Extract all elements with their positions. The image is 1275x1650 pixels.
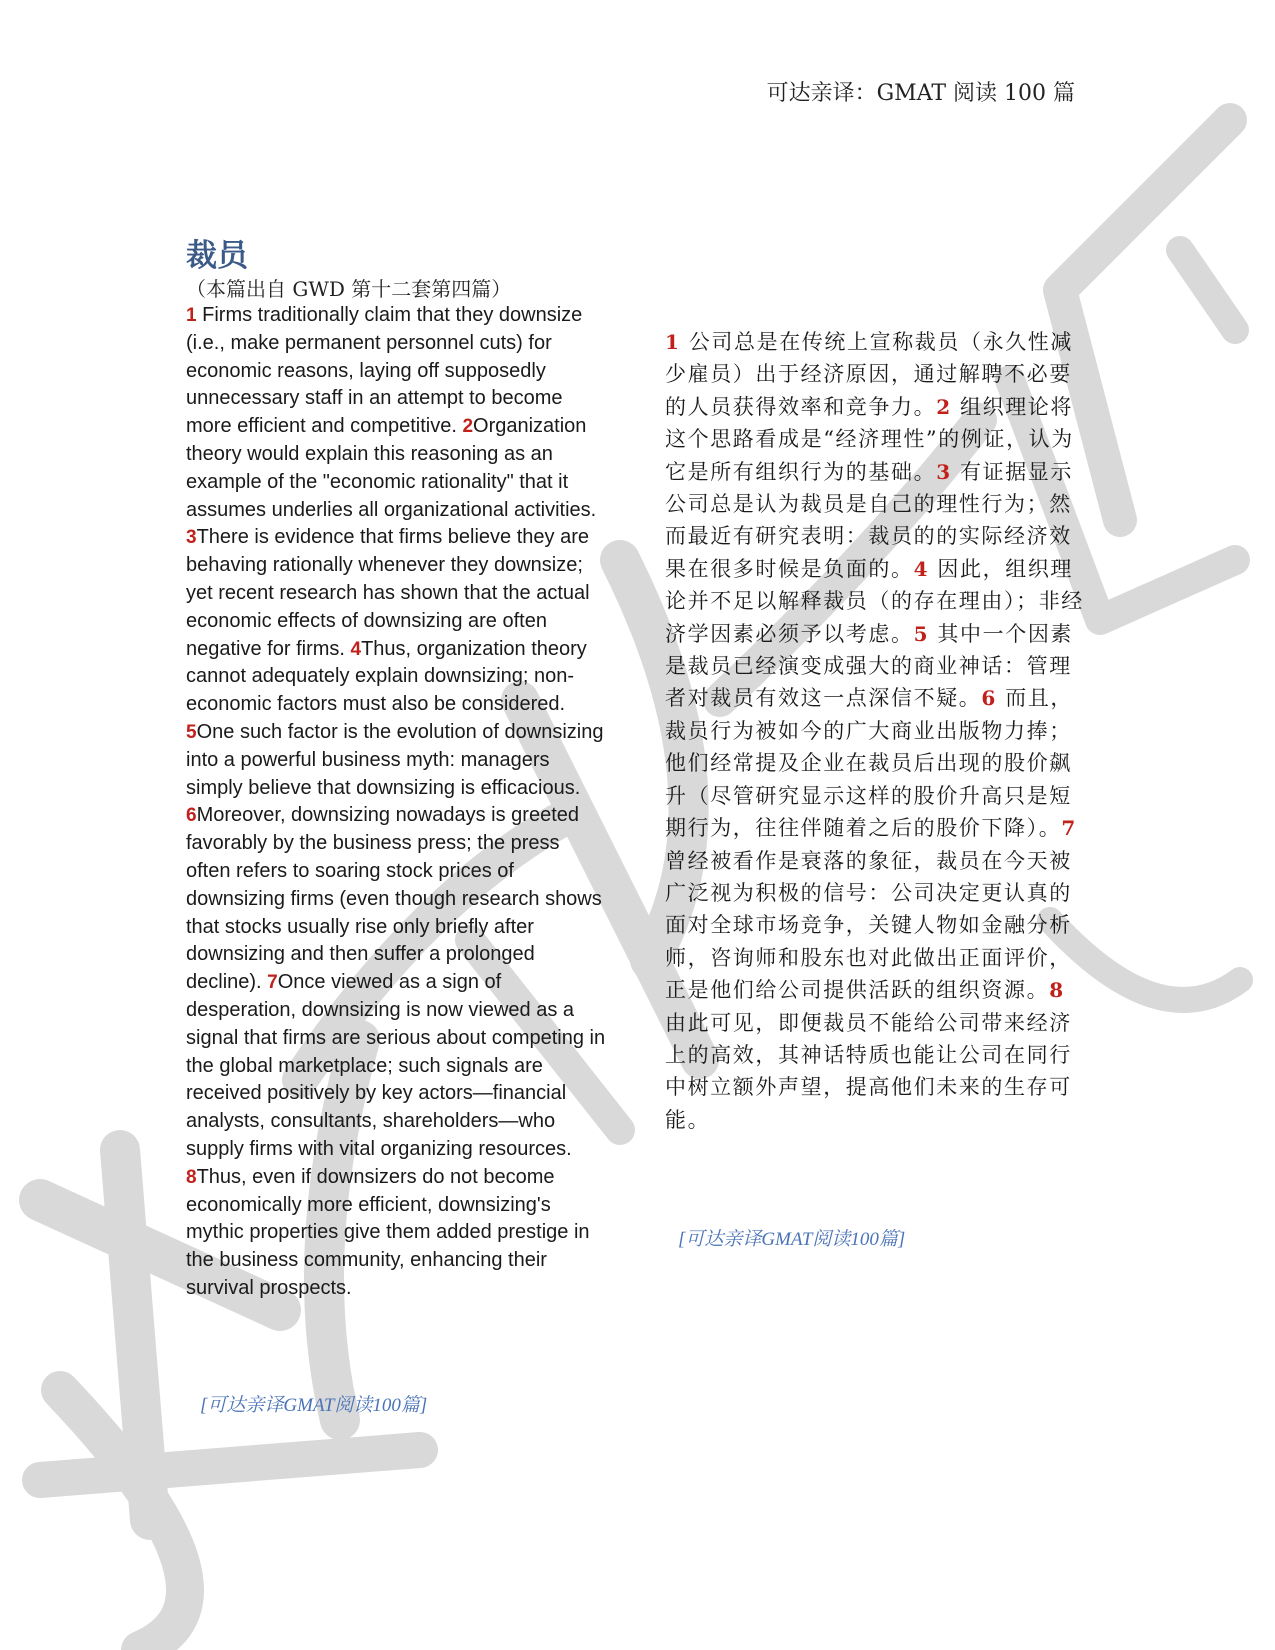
sentence-number: 8 bbox=[186, 1166, 197, 1188]
source-footnote-english: [可达亲译GMAT阅读100篇] bbox=[200, 1395, 428, 1416]
sentence-number: 5 bbox=[186, 721, 197, 743]
running-header: 可达亲译：GMAT 阅读 100 篇 bbox=[766, 81, 1075, 106]
sentence-text: Once viewed as a sign of desperation, downsizing is now viewed as a signal that firms are serious about competing in the global marketplace; such signals are received positively by key actors—financial analysts, consultants, shareholders—who supply firms with vital organizing resources. bbox=[186, 971, 606, 1160]
sentence-number: 6 bbox=[981, 686, 997, 711]
sentence-number: 3 bbox=[186, 527, 197, 549]
sentence-number: 6 bbox=[186, 805, 197, 827]
sentence-text: Organization theory would explain this reasoning as an example of the "economic rationality" that it assumes underlies all organizational activities. bbox=[186, 415, 597, 521]
chinese-translation bbox=[665, 326, 1085, 1136]
sentence-text: 而且，裁员行为被如今的广大商业出版物力捧；他们经常提及企业在裁员后出现的股价飙升（尽管研究显示这样的股价升高只是短期行为，往往伴随着之后的股价下降）。 bbox=[665, 686, 1074, 841]
source-footnote-chinese: [可达亲译GMAT阅读100篇] bbox=[678, 1229, 906, 1250]
sentence-number: 7 bbox=[1061, 816, 1077, 841]
sentence-number: 1 bbox=[186, 305, 197, 326]
sentence-text: 因此，组织理论并不足以解释裁员（的存在理由）；非经济学因素必须予以考虑。 bbox=[665, 556, 1084, 646]
sentence-number: 3 bbox=[936, 459, 952, 484]
sentence-text: There is evidence that firms believe they are behaving rationally whenever they downsize; yet recent research has shown that the actual economic effects of downsizing are often negative for firms. bbox=[186, 526, 590, 660]
sentence-text: 其中一个因素是裁员已经演变成强大的商业神话：管理者对裁员有效这一点深信不疑。 bbox=[665, 621, 1074, 711]
sentence-text: Firms traditionally claim that they downsize (i.e., make permanent personnel cuts) for economic reasons, laying off supposedly unnecessary staff in an attempt to become more efficient and competitive. bbox=[186, 304, 583, 438]
sentence-number: 1 bbox=[665, 330, 681, 354]
sentence-number: 8 bbox=[1049, 978, 1065, 1003]
english-passage bbox=[186, 302, 606, 1303]
sentence-text: Moreover, downsizing nowadays is greeted favorably by the business press; the press often refers to soaring stock prices of downsizing firms (even though research shows that stocks usually rise only briefly after downsizing and then suffer a prolonged decline). bbox=[186, 804, 602, 994]
sentence-text: 组织理论将这个思路看成是“经济理性”的例证，认为它是所有组织行为的基础。 bbox=[665, 394, 1074, 484]
sentence-number: 7 bbox=[267, 972, 278, 994]
sentence-number: 2 bbox=[936, 394, 952, 419]
sentence-text: 公司总是在传统上宣称裁员（永久性减少雇员）出于经济原因，通过解聘不必要的人员获得效率和竞争力。 bbox=[665, 330, 1074, 419]
sentence-number: 4 bbox=[913, 556, 930, 581]
sentence-number: 2 bbox=[462, 416, 474, 438]
sentence-text: 曾经被看作是衰落的象征，裁员在今天被广泛视为积极的信号：公司决定更认真的面对全球市场竞争，关键人物如金融分析师，咨询师和股东也对此做出正面评价，正是他们给公司提供活跃的组织资源。 bbox=[665, 848, 1072, 1003]
sentence-text: Thus, organization theory cannot adequately explain downsizing; non-economic factors must also be considered. bbox=[186, 637, 587, 716]
sentence-text: One such factor is the evolution of downsizing into a powerful business myth: managers simply believe that downsizing is efficacious. bbox=[186, 720, 604, 799]
sentence-number: 4 bbox=[350, 638, 362, 660]
article-source-note: （本篇出自 GWD 第十二套第四篇） bbox=[186, 277, 512, 301]
sentence-text: Thus, even if downsizers do not become economically more efficient, downsizing's mythic properties give them added prestige in the business community, enhancing their survival prospects. bbox=[186, 1165, 590, 1299]
article-title: 裁员 bbox=[186, 238, 248, 274]
sentence-text: 由此可见，即便裁员不能给公司带来经济上的高效，其神话特质也能让公司在同行中树立额外声望，提高他们未来的生存可能。 bbox=[665, 1010, 1072, 1132]
sentence-number: 5 bbox=[913, 621, 930, 646]
sentence-text: 有证据显示公司总是认为裁员是自己的理性行为；然而最近有研究表明：裁员的的实际经济效果在很多时候是负面的。 bbox=[665, 459, 1074, 581]
